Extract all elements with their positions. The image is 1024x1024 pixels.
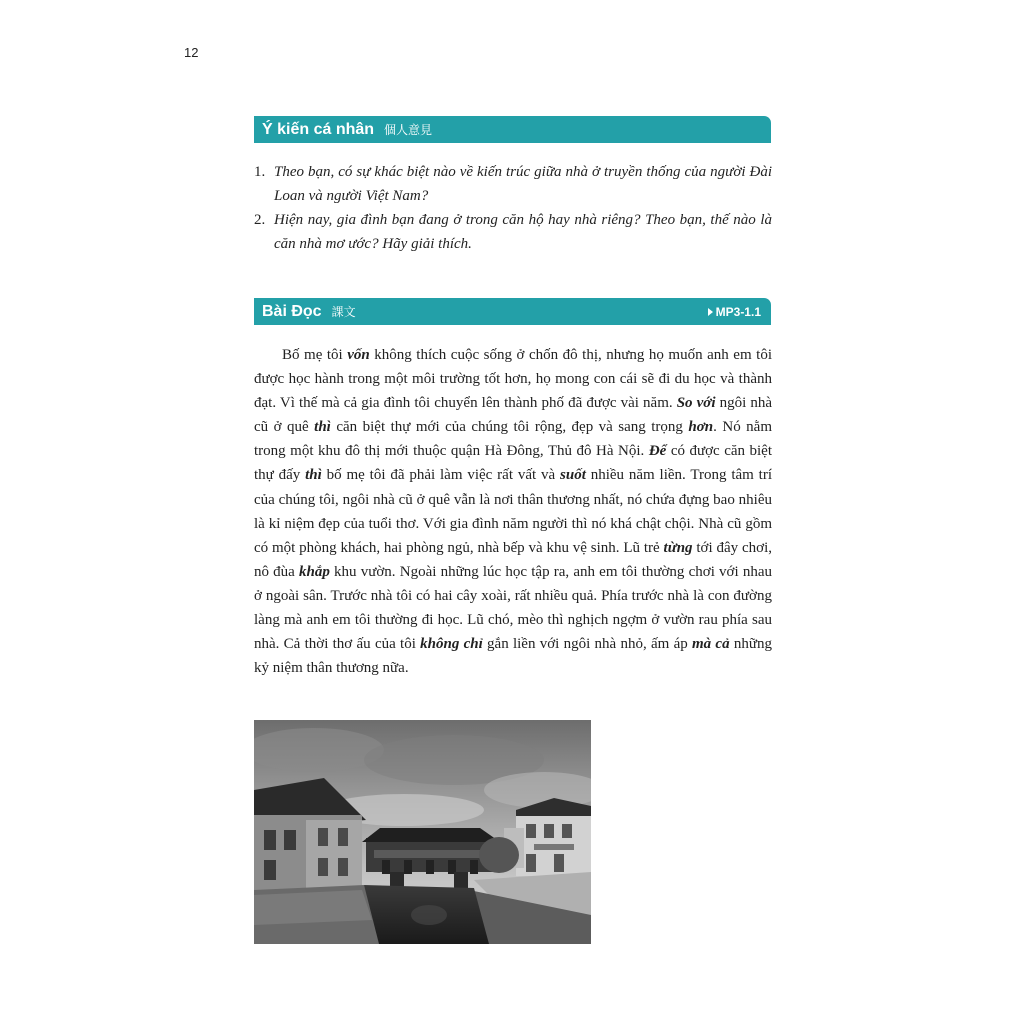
grammar-keyword: mà cả (692, 636, 730, 653)
play-icon (708, 308, 713, 316)
question-number: 2. (254, 212, 266, 228)
audio-track-text: MP3-1.1 (715, 304, 761, 319)
page-number: 12 (184, 45, 199, 60)
grammar-keyword: thì (314, 419, 331, 436)
passage-text: có được căn biệt thự đấy (254, 443, 773, 484)
grammar-keyword: không chỉ (420, 636, 483, 653)
passage-text: gắn liền với ngôi nhà nhỏ, ấm áp (482, 636, 692, 653)
opinion-section-title-cjk: 個人意見 (384, 123, 433, 137)
passage-text: những kỷ niệm thân thương nữa. (254, 636, 773, 677)
grammar-keyword: suốt (560, 467, 586, 484)
passage-text: ngôi nhà cũ ở quê (254, 395, 773, 436)
passage-text: không thích cuộc sống ở chốn đô thị, nhưng họ muốn anh em tôi được học hành trong một môi trường tốt hơn, họ mong con cái sẽ đi du học và thành đạt. Vì thế mà cả gia đình tôi chuyển lên thành phố đã được vài năm. (254, 347, 772, 412)
grammar-keyword: Để (648, 443, 667, 460)
opinion-section-title: Ý kiến cá nhân (262, 120, 375, 138)
reading-section-header (254, 298, 771, 325)
grammar-keyword: khắp (299, 563, 330, 580)
passage-text: . Nó nằm trong một khu đô thị mới thuộc quận Hà Đông, Thủ đô Hà Nội. (254, 419, 772, 460)
passage-text: bố mẹ tôi đã phải làm việc rất vất và (321, 467, 561, 484)
passage-text: nhiều năm liền. Trong tâm trí của chúng tôi, ngôi nhà cũ ở quê vẫn là nơi thân thương nhất, nó chứa đựng bao nhiêu là kỉ niệm đẹp của tuổi thơ. Với gia đình năm người thì nó khá chật chội. Nhà cũ gồm có một phòng khách, hai phòng ngủ, nhà bếp và khu vệ sinh. Lũ trẻ (254, 467, 772, 556)
passage-text: Bố mẹ tôi (282, 347, 348, 363)
grammar-keyword: vốn (347, 347, 370, 363)
grammar-keyword: So với (676, 395, 716, 412)
question-item (254, 208, 772, 256)
question-number: 1. (254, 164, 266, 180)
audio-track-label[interactable] (708, 305, 761, 319)
reading-section-title: Bài Đọc (262, 302, 322, 320)
opinion-section-header (254, 116, 771, 143)
grammar-keyword: hơn (688, 419, 714, 436)
reading-section-title-cjk: 課文 (331, 305, 356, 319)
grammar-keyword: từng (663, 539, 693, 556)
question-text: Hiện nay, gia đình bạn đang ở trong căn hộ hay nhà riêng? Theo bạn, thế nào là căn nhà mơ ước? Hãy giải thích. (274, 212, 772, 252)
passage-text: khu vườn. Ngoài những lúc học tập ra, anh em tôi thường chơi với nhau ở ngoài sân. Trước nhà tôi có hai cây xoài, rất nhiều quả. Phía trước nhà là con đường làng mà anh em tôi thường đi học. Lũ chó, mèo thì nghịch ngợm ở vườn rau phía sau nhà. Cả thời thơ ấu của tôi (254, 563, 772, 653)
passage-text: tới đây chơi, nô đùa (254, 539, 772, 580)
grammar-keyword: thì (305, 467, 322, 484)
question-item (254, 160, 772, 208)
reading-passage (254, 343, 772, 680)
passage-text: căn biệt thự mới của chúng tôi rộng, đẹp và sang trọng (330, 419, 689, 436)
question-list (254, 160, 772, 256)
covered-bridge-photo (254, 720, 591, 944)
question-text: Theo bạn, có sự khác biệt nào về kiến trúc giữa nhà ở truyền thống của người Đài Loan và người Việt Nam? (274, 164, 772, 204)
